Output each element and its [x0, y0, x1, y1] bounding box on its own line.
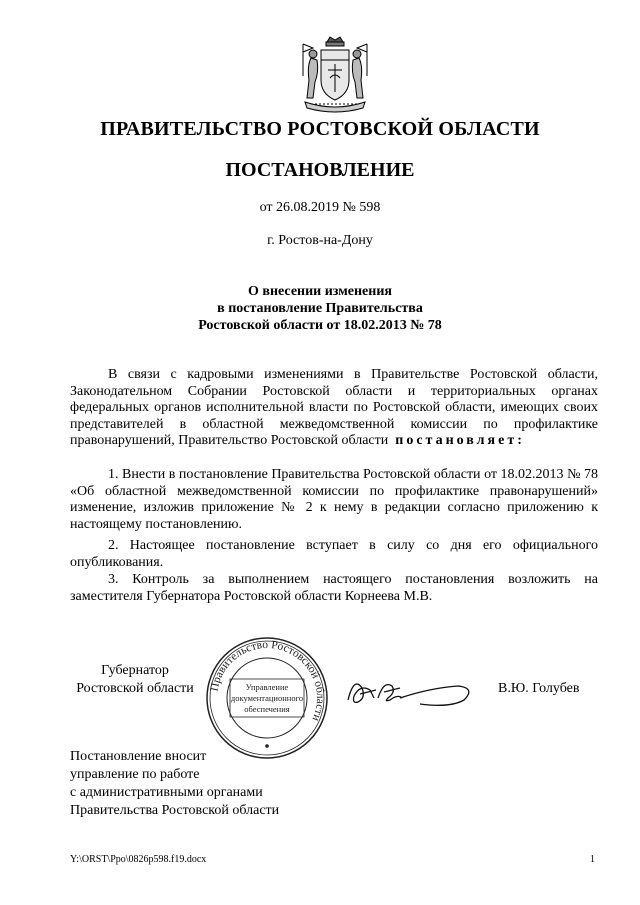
subject-line: Ростовской области от 18.02.2013 № 78	[198, 318, 442, 333]
clause-text: 2. Настоящее постановление вступает в силу со дня его официального опубликования.	[70, 538, 598, 570]
subject-line: в постановление Правительства	[217, 301, 423, 316]
government-title: ПРАВИТЕЛЬСТВО РОСТОВСКОЙ ОБЛАСТИ	[100, 118, 540, 140]
resolve-keyword: постановляет:	[395, 433, 525, 448]
submitted-by-note	[70, 748, 279, 820]
date-number: от 26.08.2019 № 598	[259, 200, 381, 215]
footer-file-path: Y:\ORST\Ppo\0826p598.f19.docx	[70, 854, 207, 865]
seal-line: обеспечения	[244, 704, 290, 714]
note-line: управление по работе	[70, 767, 200, 782]
handwritten-signature-icon	[340, 668, 480, 714]
clause-text: 3. Контроль за выполнением настоящего постановления возложить на заместителя Губернатора Ростовской области Корнеева М.В.	[70, 572, 598, 604]
clause-2	[70, 538, 598, 571]
subject-line: О внесении изменения	[248, 284, 392, 299]
note-line: Правительства Ростовской области	[70, 803, 280, 818]
page-number: 1	[590, 854, 595, 865]
position-line: Губернатор	[101, 663, 169, 678]
signatory-position	[70, 662, 200, 698]
seal-line: Управление	[245, 682, 289, 692]
city: г. Ростов-на-Дону	[267, 233, 373, 248]
official-seal-stamp	[204, 635, 330, 761]
position-line: Ростовской области	[76, 681, 194, 696]
seal-line: документационного	[230, 693, 304, 703]
document-type-title: ПОСТАНОВЛЕНИЕ	[225, 159, 415, 181]
coat-of-arms-icon	[297, 36, 373, 118]
seal-ring-text: Правительство Ростовской области	[208, 638, 327, 723]
clause-text: 1. Внести в постановление Правительства Ростовской области от 18.02.2013 № 78 «Об областной межведомственной комиссии по профилактике правонарушений» изменение, изложив приложение № 2 к нему в редакции согласно приложению к настоящему постановлению.	[70, 467, 598, 532]
signer-name: В.Ю. Голубев	[498, 681, 580, 696]
preamble-paragraph	[70, 367, 598, 450]
preamble-text: В связи с кадровыми изменениями в Правительстве Ростовской области, Законодательном Собрании Ростовской области и территориальных органах федеральных органов исполнительной власти по Ростовской области, имеющих своих представителей в областной межведомственной комиссии по профилактике правонарушений, Правительство Ростовской области	[70, 367, 598, 448]
clause-3	[70, 572, 598, 605]
document-subject	[0, 283, 640, 334]
clause-1	[70, 467, 598, 533]
note-line: с административными органами	[70, 785, 263, 800]
note-line: Постановление вносит	[70, 749, 207, 764]
